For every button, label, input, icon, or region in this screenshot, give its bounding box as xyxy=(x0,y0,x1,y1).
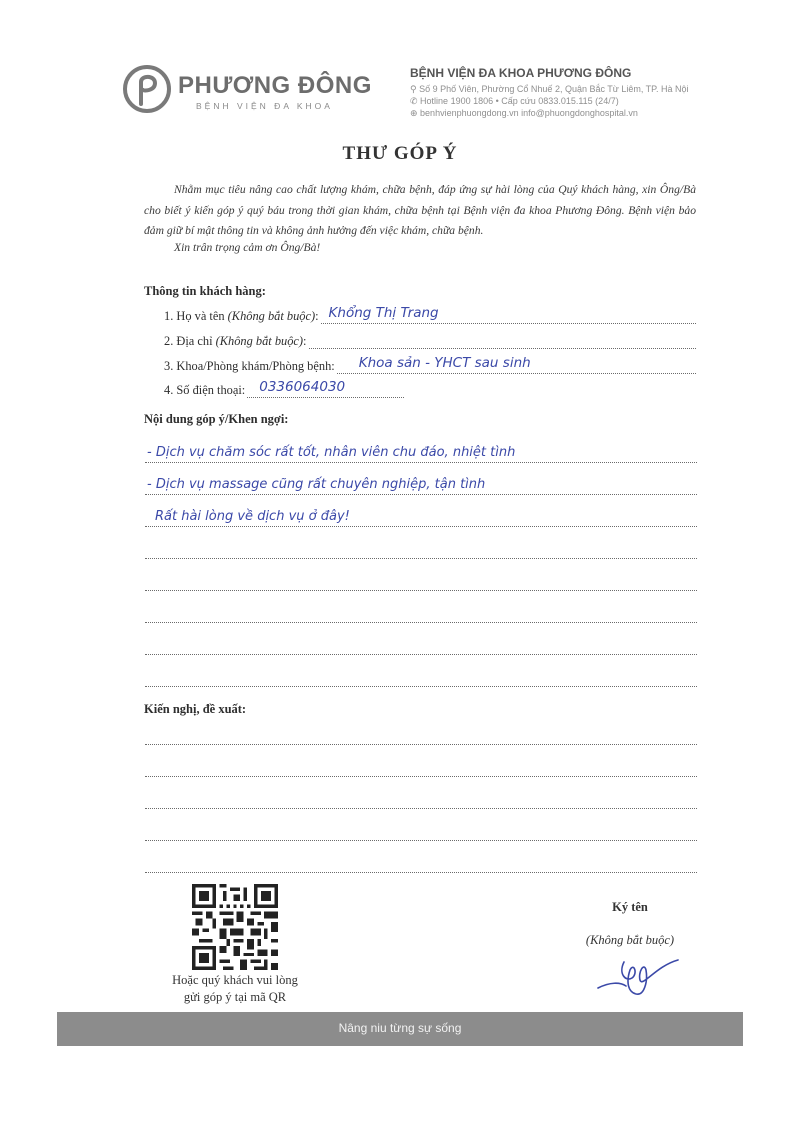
feedback-line[interactable] xyxy=(145,509,697,527)
name-value: Khổng Thị Trang xyxy=(328,305,439,321)
location-pin-icon: ⚲ xyxy=(410,84,420,94)
qr-caption-line: Hoặc quý khách vui lòng xyxy=(172,973,298,987)
phone-field-label: 4. Số điện thoại: xyxy=(164,383,246,397)
hospital-address: ⚲ Số 9 Phố Viên, Phường Cổ Nhuế 2, Quận Bắc Từ Liêm, TP. Hà Nội xyxy=(410,84,689,94)
customer-info-heading: Thông tin khách hàng: xyxy=(144,284,266,298)
phone-field[interactable] xyxy=(164,380,404,398)
phone-value: 0336064030 xyxy=(259,379,346,395)
hospital-name: BỆNH VIỆN ĐA KHOA PHƯƠNG ĐÔNG xyxy=(410,66,632,80)
suggestion-line[interactable] xyxy=(145,872,697,873)
address-field[interactable] xyxy=(164,331,696,349)
name-field[interactable] xyxy=(164,306,696,324)
hospital-logo-icon xyxy=(122,64,172,114)
footer-slogan: Nâng niu từng sự sống xyxy=(338,1021,462,1035)
thanks-line: Xin trân trọng cảm ơn Ông/Bà! xyxy=(174,241,321,254)
phone-icon: ✆ xyxy=(410,96,421,106)
hospital-contact: ✆ Hotline 1900 1806 • Cấp cứu 0833.015.115 (24/7) xyxy=(410,96,619,106)
name-field-label: 1. Họ và tên (Không bắt buộc): xyxy=(164,309,319,323)
suggestion-line[interactable] xyxy=(145,808,697,809)
department-value: Khoa sản - YHCT sau sinh xyxy=(358,355,531,371)
logo-name: PHƯƠNG ĐÔNG xyxy=(178,72,372,99)
department-field[interactable] xyxy=(164,356,696,374)
feedback-text: - Dịch vụ massage cũng rất chuyên nghiệp, tận tình xyxy=(147,477,486,492)
handwritten-signature xyxy=(596,952,680,1000)
intro-paragraph: Nhằm mục tiêu nâng cao chất lượng khám, chữa bệnh, đáp ứng sự hài lòng của Quý khách hàng, xin Ông/Bà cho biết ý kiến góp ý quý báu trong thời gian khám, chữa bệnh tại Bệnh viện đa khoa Phương Đông. Bệnh viện bảo đảm giữ bí mật thông tin và không ảnh hưởng đến việc khám, chữa bệnh. xyxy=(144,183,696,237)
feedback-line[interactable] xyxy=(145,622,697,623)
hospital-web: ⊕ benhvienphuongdong.vn info@phuongdonghospital.vn xyxy=(410,108,638,118)
address-field-label: 2. Địa chỉ (Không bắt buộc): xyxy=(164,334,307,348)
document-title: THƯ GÓP Ý xyxy=(342,143,458,164)
logo-subtitle: BỆNH VIỆN ĐA KHOA xyxy=(196,101,333,111)
feedback-line[interactable] xyxy=(145,477,697,495)
globe-icon: ⊕ xyxy=(410,108,421,118)
feedback-line[interactable] xyxy=(145,558,697,559)
feedback-text: Rất hài lòng về dịch vụ ở đây! xyxy=(155,509,350,524)
feedback-line[interactable] xyxy=(145,654,697,655)
feedback-text: - Dịch vụ chăm sóc rất tốt, nhân viên chu đáo, nhiệt tình xyxy=(147,445,516,460)
suggestion-line[interactable] xyxy=(145,840,697,841)
signature-note: (Không bắt buộc) xyxy=(585,933,675,947)
feedback-line[interactable] xyxy=(145,590,697,591)
qr-caption-line: gửi góp ý tại mã QR xyxy=(183,990,287,1004)
qr-code-icon[interactable] xyxy=(192,884,278,970)
suggestion-line[interactable] xyxy=(145,744,697,745)
feedback-heading: Nội dung góp ý/Khen ngợi: xyxy=(144,412,289,426)
feedback-line[interactable] xyxy=(145,686,697,687)
suggestion-line[interactable] xyxy=(145,776,697,777)
signature-label: Ký tên xyxy=(612,900,648,914)
suggestions-heading: Kiến nghị, đề xuất: xyxy=(144,702,247,716)
feedback-line[interactable] xyxy=(145,445,697,463)
department-field-label: 3. Khoa/Phòng khám/Phòng bệnh: xyxy=(164,359,335,373)
